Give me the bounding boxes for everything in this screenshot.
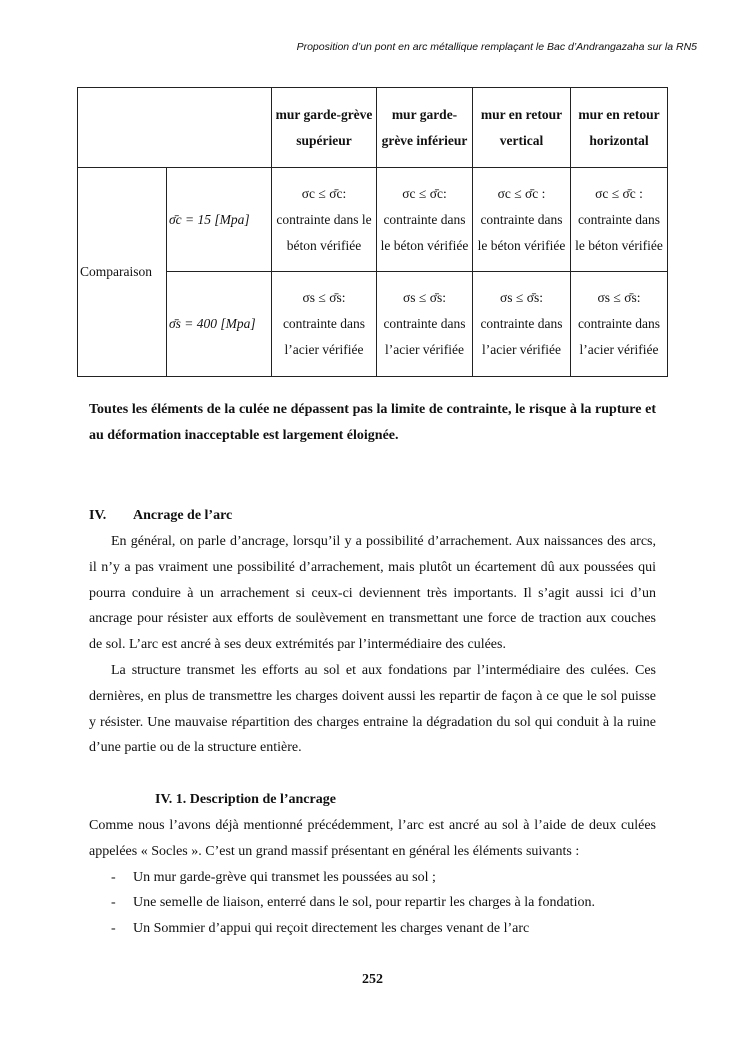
table-cell: σs ≤ σ̄s: contrainte dans l’acier vérifiée [377, 272, 473, 377]
paragraph: En général, on parle d’ancrage, lorsqu’il y a possibilité d’arrachement. Aux naissances des arcs, il n’y a pas vraiment une possibilité d’arrachement, mais plutôt un écartement dû aux poussées qui pourra conduire à un arrachement si ceux-ci deviennent très importants. Il s’agit aussi ici d’un ancrage pour résister aux efforts de soulèvement en transmettant une force de traction aux couches de sol. L’arc est ancré à ses deux extrémités par l’intermédiaire des culées. [89, 534, 656, 653]
table-cell: σs ≤ σ̄s: contrainte dans l’acier vérifiée [272, 272, 377, 377]
section-title: Ancrage de l’arc [133, 508, 233, 523]
conclusion-paragraph: Toutes les éléments de la culée ne dépassent pas la limite de contrainte, le risque à la rupture et au déformation inacceptable est largement éloignée. [89, 402, 656, 443]
row-label: σ̄s = 400 [Mpa] [167, 272, 272, 377]
table-row [78, 168, 668, 272]
running-header: Proposition d’un pont en arc métallique remplaçant le Bac d’Andrangazaha sur la RN5 [296, 41, 697, 53]
subsection-body [89, 813, 656, 942]
column-header: mur en retour horizontal [571, 88, 668, 168]
list-item: - Une semelle de liaison, enterré dans le sol, pour repartir les charges à la fondation. [111, 895, 595, 911]
table-cell: σs ≤ σ̄s: contrainte dans l’acier vérifiée [473, 272, 571, 377]
table-cell: σs ≤ σ̄s: contrainte dans l’acier vérifiée [571, 272, 668, 377]
paragraph: Comme nous l’avons déjà mentionné précédemment, l’arc est ancré au sol à l’aide de deux culées appelées « Socles ». C’est un grand massif présentant en général les éléments suivants : [89, 818, 656, 859]
table-row [78, 272, 668, 377]
table-cell: σc ≤ σ̄c : contrainte dans le béton vérifiée [571, 168, 668, 272]
page-number: 252 [362, 972, 383, 987]
list-item: - Un Sommier d’appui qui reçoit directement les charges venant de l’arc [111, 921, 530, 937]
table-cell: σc ≤ σ̄c: contrainte dans le béton vérifiée [377, 168, 473, 272]
section-number: IV. [89, 508, 107, 523]
list-item: - Un mur garde-grève qui transmet les poussées au sol ; [111, 869, 436, 885]
paragraph: La structure transmet les efforts au sol et aux fondations par l’intermédiaire des culées. Ces dernières, en plus de transmettre les charges doivent aussi les repartir de façon à ce que le sol puisse y résister. Une mauvaise répartition des charges entraine la dégradation du sol qui conduit à la ruine d’une partie ou de la structure entière. [89, 662, 656, 756]
section-body [89, 529, 656, 761]
table-cell: σc ≤ σ̄c : contrainte dans le béton vérifiée [473, 168, 571, 272]
table-corner [78, 88, 272, 168]
column-header: mur en retour vertical [473, 88, 571, 168]
table-cell: σc ≤ σ̄c: contrainte dans le béton vérifiée [272, 168, 377, 272]
column-header: mur garde-grève supérieur [272, 88, 377, 168]
row-group-label: Comparaison [78, 168, 167, 377]
column-header: mur garde-grève inférieur [377, 88, 473, 168]
section-heading [89, 503, 656, 529]
row-label: σ̄c = 15 [Mpa] [167, 168, 272, 272]
subsection-heading: IV. 1. Description de l’ancrage [155, 792, 336, 807]
stress-comparison-table [77, 87, 668, 377]
